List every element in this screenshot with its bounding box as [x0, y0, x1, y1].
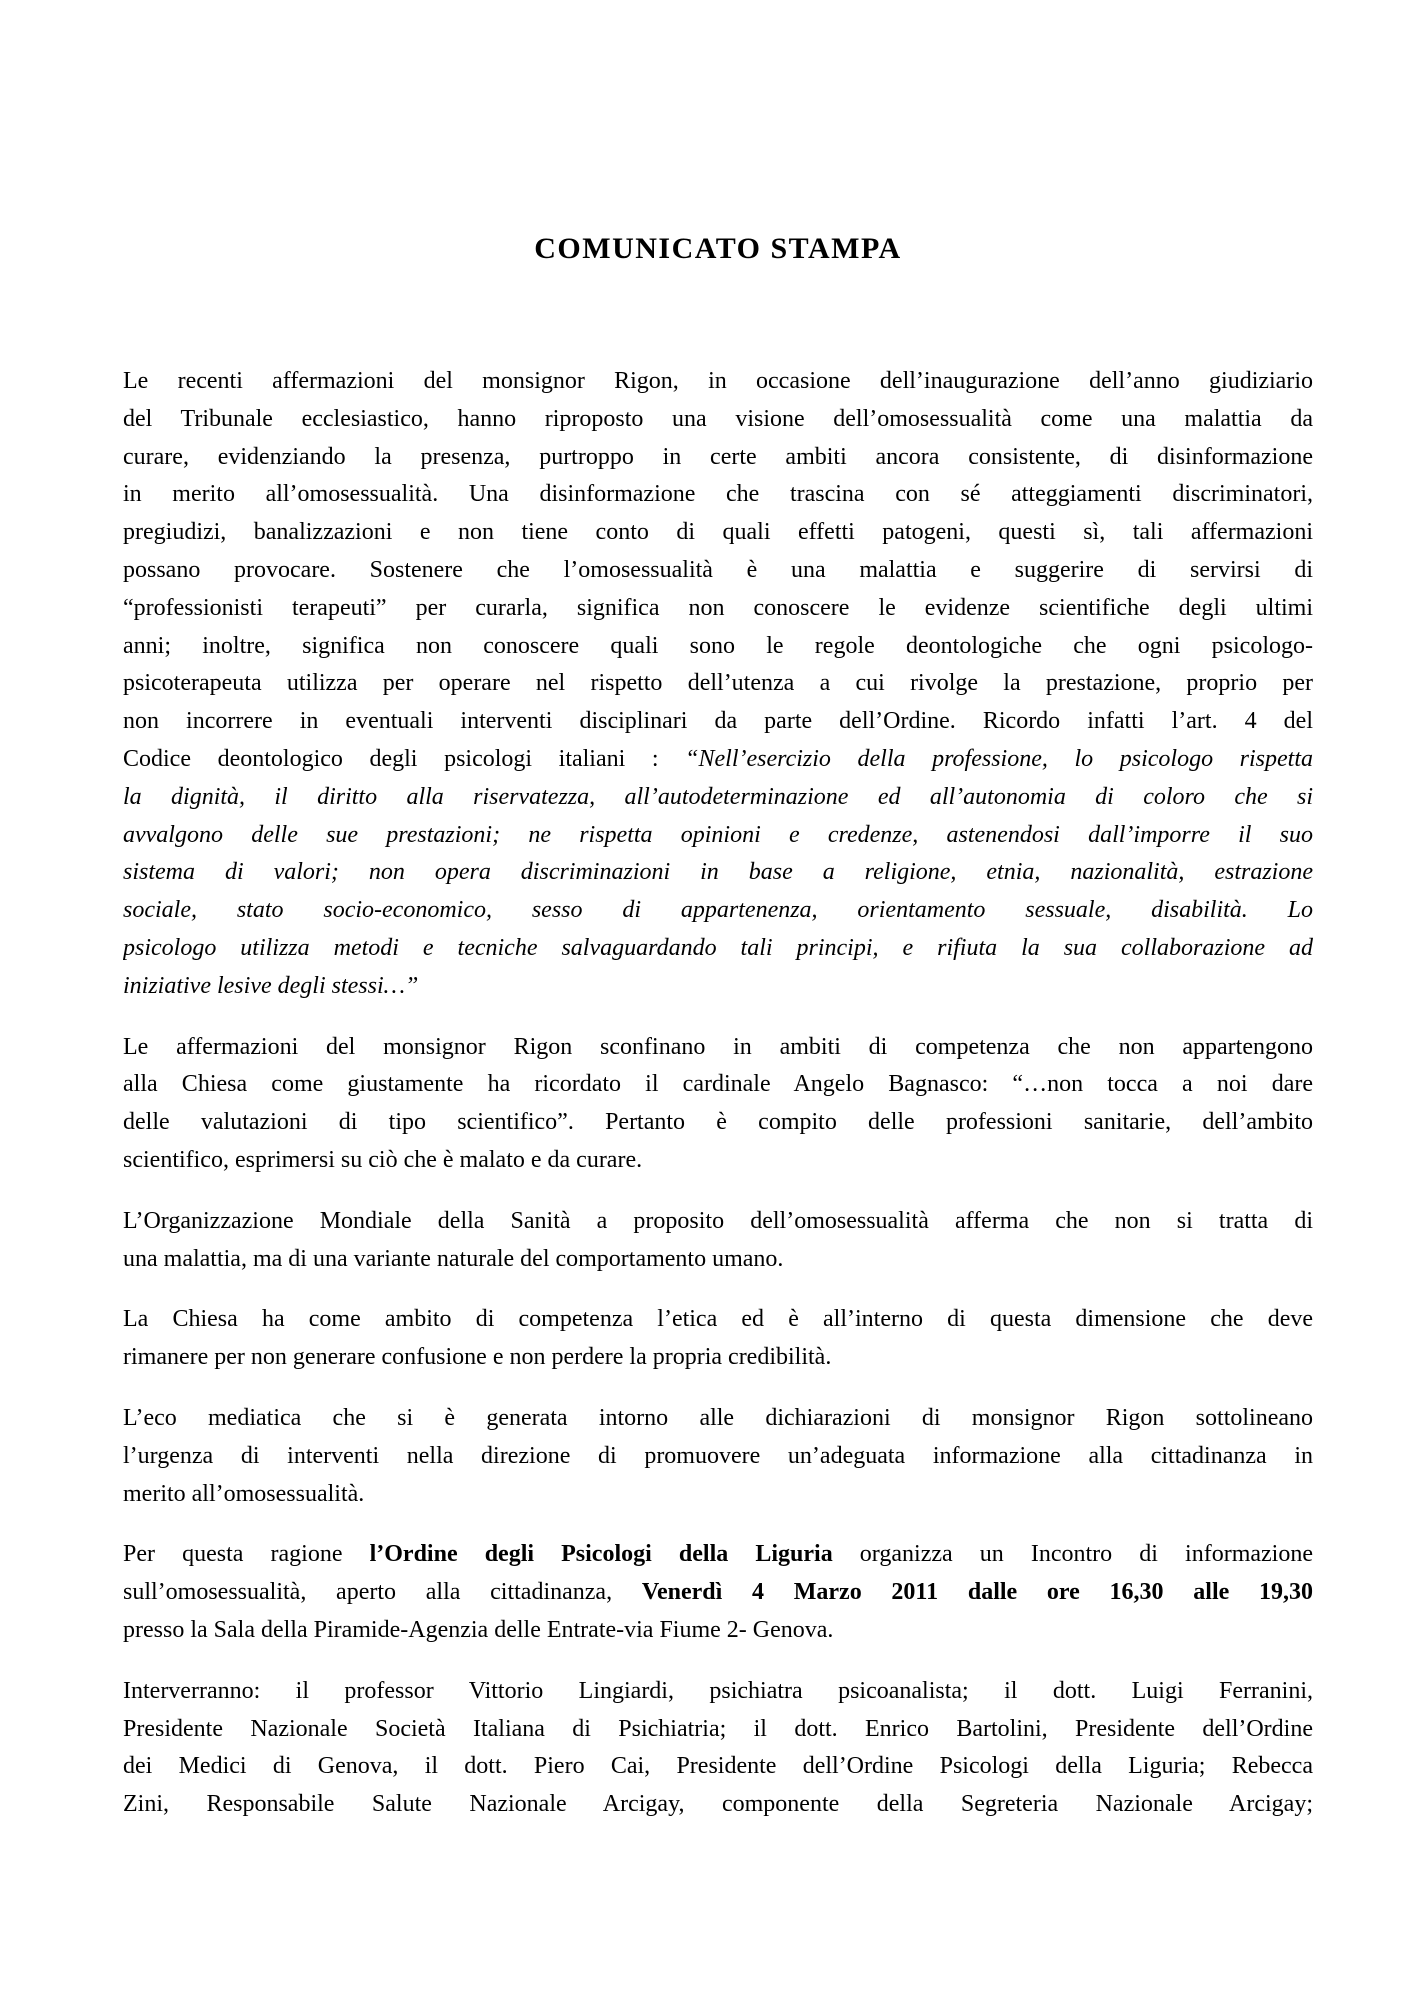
text-segment: possano provocare. Sostenere che l’omosessualità è una malattia e suggerire di servirsi di	[123, 556, 1313, 583]
text-line	[123, 476, 1313, 514]
text-line	[123, 1711, 1313, 1749]
text-segment: avvalgono delle sue prestazioni; ne rispetta opinioni e credenze, astenendosi dall’imporre il suo	[123, 821, 1313, 848]
text-segment: merito all’omosessualità.	[123, 1480, 365, 1507]
text-segment: pregiudizi, banalizzazioni e non tiene conto di quali effetti patogeni, questi sì, tali affermazioni	[123, 519, 1313, 546]
text-line	[123, 1536, 1313, 1574]
page-title: COMUNICATO STAMPA	[534, 232, 902, 265]
text-segment: l’urgenza di interventi nella direzione di promuovere un’adeguata informazione alla cittadinanza in	[123, 1442, 1313, 1469]
text-segment: curare, evidenziando la presenza, purtroppo in certe ambiti ancora consistente, di disinformazione	[123, 443, 1313, 470]
text-line	[123, 439, 1313, 477]
paragraph	[123, 1301, 1313, 1377]
paragraph	[123, 1203, 1313, 1279]
text-line	[123, 1438, 1313, 1476]
text-segment: L’eco mediatica che si è generata intorno alle dichiarazioni di monsignor Rigon sottolineano	[123, 1404, 1313, 1431]
text-line	[123, 552, 1313, 590]
text-line	[123, 741, 1313, 779]
text-segment: anni; inoltre, significa non conoscere quali sono le regole deontologiche che ogni psicologo-	[123, 632, 1313, 659]
paragraph	[123, 1673, 1313, 1824]
text-line	[123, 590, 1313, 628]
text-line	[123, 703, 1313, 741]
text-segment: l’Ordine degli Psicologi della Liguria	[369, 1541, 833, 1568]
text-line	[123, 1301, 1313, 1339]
text-line	[123, 1673, 1313, 1711]
text-line	[123, 1400, 1313, 1438]
text-segment: Per questa ragione	[123, 1541, 370, 1568]
text-line	[123, 817, 1313, 855]
text-segment: alla Chiesa come giustamente ha ricordato il cardinale Angelo Bagnasco: “…non tocca a noi dare	[123, 1071, 1313, 1098]
text-line	[123, 1574, 1313, 1612]
text-line	[123, 665, 1313, 703]
text-segment: sociale, stato socio-economico, sesso di appartenenza, orientamento sessuale, disabilità. Lo	[123, 897, 1313, 924]
text-segment: Zini, Responsabile Salute Nazionale Arcigay, componente della Segreteria Nazionale Arcigay;	[123, 1791, 1313, 1818]
text-segment: Interverranno: il professor Vittorio Lingiardi, psichiatra psicoanalista; il dott. Luigi Ferranini,	[123, 1677, 1313, 1704]
text-line	[123, 1476, 1313, 1514]
text-line	[123, 514, 1313, 552]
text-line	[123, 854, 1313, 892]
text-segment: Codice deontologico degli psicologi italiani :	[123, 745, 686, 772]
text-segment: “professionisti terapeuti” per curarla, significa non conoscere le evidenze scientifiche degli ultimi	[123, 594, 1313, 621]
text-line	[123, 1339, 1313, 1377]
text-line	[123, 1142, 1313, 1180]
text-line	[123, 628, 1313, 666]
text-segment: rimanere per non generare confusione e non perdere la propria credibilità.	[123, 1344, 832, 1371]
paragraph	[123, 1536, 1313, 1649]
text-line	[123, 968, 1313, 1006]
text-segment: dei Medici di Genova, il dott. Piero Cai, Presidente dell’Ordine Psicologi della Liguria; Rebecca	[123, 1753, 1313, 1780]
text-segment: “Nell’esercizio della professione, lo psicologo rispetta	[685, 745, 1313, 772]
text-segment: sull’omosessualità, aperto alla cittadinanza,	[123, 1579, 642, 1606]
text-line	[123, 892, 1313, 930]
text-segment: La Chiesa ha come ambito di competenza l’etica ed è all’interno di questa dimensione che deve	[123, 1306, 1313, 1333]
text-line	[123, 1748, 1313, 1786]
text-segment: sistema di valori; non opera discriminazioni in base a religione, etnia, nazionalità, estrazione	[123, 859, 1313, 886]
text-line	[123, 1203, 1313, 1241]
text-segment: psicoterapeuta utilizza per operare nel rispetto dell’utenza a cui rivolge la prestazione, proprio per	[123, 670, 1313, 697]
text-segment: psicologo utilizza metodi e tecniche salvaguardando tali principi, e rifiuta la sua collaborazione ad	[123, 934, 1313, 961]
text-segment: iniziative lesive degli stessi…”	[123, 972, 419, 999]
text-line	[123, 1104, 1313, 1142]
text-line	[123, 1029, 1313, 1067]
text-segment: Presidente Nazionale Società Italiana di Psichiatria; il dott. Enrico Bartolini, Presidente dell’Ordine	[123, 1715, 1313, 1742]
text-segment: non incorrere in eventuali interventi disciplinari da parte dell’Ordine. Ricordo infatti l’art. 4 del	[123, 708, 1313, 735]
text-line	[123, 1612, 1313, 1650]
text-segment: L’Organizzazione Mondiale della Sanità a proposito dell’omosessualità afferma che non si tratta di	[123, 1207, 1313, 1234]
text-line	[123, 363, 1313, 401]
text-segment: Venerdì 4 Marzo 2011 dalle ore 16,30 alle 19,30	[641, 1579, 1313, 1606]
paragraph	[123, 1400, 1313, 1513]
text-segment: Le recenti affermazioni del monsignor Rigon, in occasione dell’inaugurazione dell’anno giudiziario	[123, 368, 1313, 394]
text-segment: in merito all’omosessualità. Una disinformazione che trascina con sé atteggiamenti discriminatori,	[123, 481, 1313, 508]
text-segment: delle valutazioni di tipo scientifico”. Pertanto è compito delle professioni sanitarie, dell’ambito	[123, 1109, 1313, 1136]
text-segment: una malattia, ma di una variante naturale del comportamento umano.	[123, 1245, 784, 1272]
paragraph	[123, 1029, 1313, 1180]
text-line	[123, 1786, 1313, 1824]
text-line	[123, 1066, 1313, 1104]
text-segment: Le affermazioni del monsignor Rigon sconfinano in ambiti di competenza che non appartengono	[123, 1033, 1313, 1060]
text-segment: la dignità, il diritto alla riservatezza, all’autodeterminazione ed all’autonomia di coloro che si	[123, 783, 1313, 810]
text-segment: del Tribunale ecclesiastico, hanno riproposto una visione dell’omosessualità come una malattia da	[123, 405, 1313, 432]
text-line	[123, 401, 1313, 439]
text-segment: organizza un Incontro di informazione	[832, 1541, 1313, 1568]
document-body	[123, 363, 1313, 1824]
text-segment: presso la Sala della Piramide-Agenzia delle Entrate-via Fiume 2- Genova.	[123, 1616, 834, 1643]
paragraph	[123, 363, 1313, 1006]
text-segment: scientifico, esprimersi su ciò che è malato e da curare.	[123, 1146, 643, 1173]
text-line	[123, 1241, 1313, 1279]
text-line	[123, 930, 1313, 968]
text-line	[123, 779, 1313, 817]
